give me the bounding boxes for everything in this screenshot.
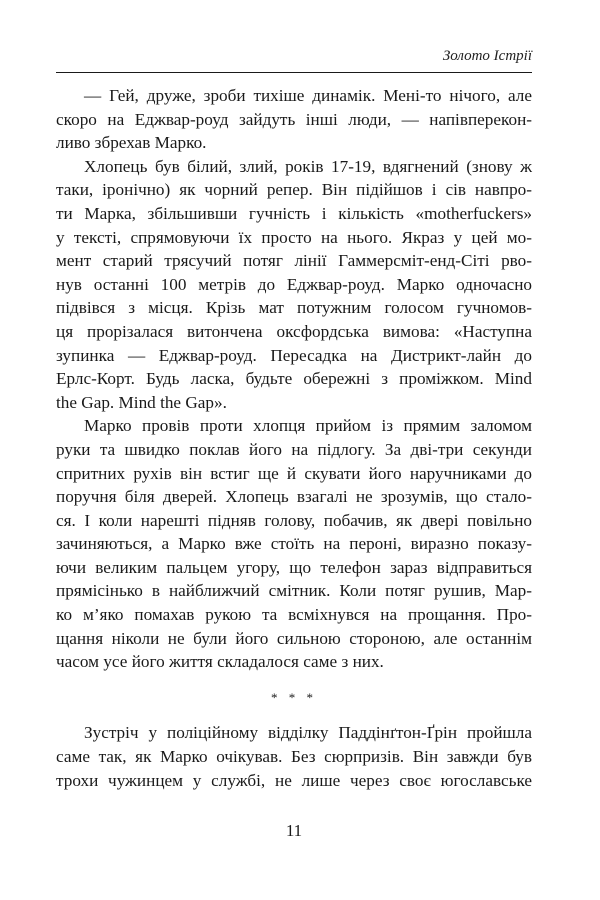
text-line: таки, іронічно) як чорний репер. Він підійшов і сів навпро- xyxy=(56,180,532,200)
text-line: прямісінько в найближчий смітник. Коли потяг рушив, Мар- xyxy=(56,581,532,601)
text-line: спритних рухів він встиг ще й скувати його наручниками до xyxy=(56,463,532,483)
body-text xyxy=(56,84,532,792)
text-line: Ерлс-Корт. Будь ласка, будьте обережні з проміжком. Mind xyxy=(56,369,532,389)
text-line: ливо збрехав Марко. xyxy=(56,133,207,153)
paragraph xyxy=(56,155,532,415)
text-line: ко м’яко помахав рукою та всміхнувся на прощання. Про- xyxy=(56,605,532,625)
text-line: — Гей, друже, зроби тихіше динамік. Мені-то нічого, але xyxy=(84,86,532,105)
section-break: * * * xyxy=(271,689,317,705)
paragraph xyxy=(56,414,532,674)
running-head: Золото Істрії xyxy=(442,48,532,64)
paragraph xyxy=(56,84,532,155)
text-line: часом усе його життя складалося саме з них. xyxy=(56,652,384,672)
text-line: руки та швидко поклав його на підлогу. За дві-три секунди xyxy=(56,439,532,459)
text-line: Марко провів проти хлопця прийом із прямим заломом xyxy=(84,416,532,436)
text-line: поручня біля дверей. Хлопець взагалі не зрозумів, що стало- xyxy=(56,487,532,507)
text-line: трохи чужинцем у службі, не лише через своє югославське xyxy=(56,770,532,790)
text-line: у тексті, спрямовуючи їх просто на нього. Якраз у цей мо- xyxy=(56,227,532,247)
text-line: ючи великим пальцем угору, що телефон зараз відправиться xyxy=(56,557,532,577)
text-line: мент старий трясучий потяг лінії Гаммерсміт-енд-Сіті рво- xyxy=(56,251,532,271)
paragraph xyxy=(56,721,532,792)
page-number: 11 xyxy=(285,821,303,840)
text-line: Хлопець був білий, злий, років 17-19, вдягнений (знову ж xyxy=(84,156,532,176)
text-line: щання ніколи не були його сильною стороною, але останнім xyxy=(56,628,532,648)
text-line: скоро на Еджвар-роуд зайдуть інші люди, — напівперекон- xyxy=(56,109,532,129)
text-line: зупинка — Еджвар-роуд. Пересадка на Дистрикт-лайн до xyxy=(56,345,532,365)
text-line: ся. І коли нарешті підняв голову, побачив, як двері повільно xyxy=(56,510,532,530)
text-line: Зустріч у поліційному відділку Паддінґтон-Ґрін пройшла xyxy=(84,723,532,743)
text-line: ти Марка, збільшивши гучність і кількість «motherfuckers» xyxy=(56,203,532,223)
text-line: ця прорізалася витончена оксфордська вимова: «Наступна xyxy=(56,321,532,341)
text-line: зачиняються, а Марко вже стоїть на пероні, виразно показу- xyxy=(56,534,532,554)
text-line: підвівся з місця. Крізь мат потужним голосом гучномов- xyxy=(56,298,532,318)
text-line: саме так, як Марко очікував. Без сюрпризів. Він завжди був xyxy=(56,747,532,767)
text-line: нув останні 100 метрів до Еджвар-роуд. Марко одночасно xyxy=(56,274,532,294)
text-line: the Gap. Mind the Gap». xyxy=(56,392,227,412)
header-rule xyxy=(56,72,532,73)
